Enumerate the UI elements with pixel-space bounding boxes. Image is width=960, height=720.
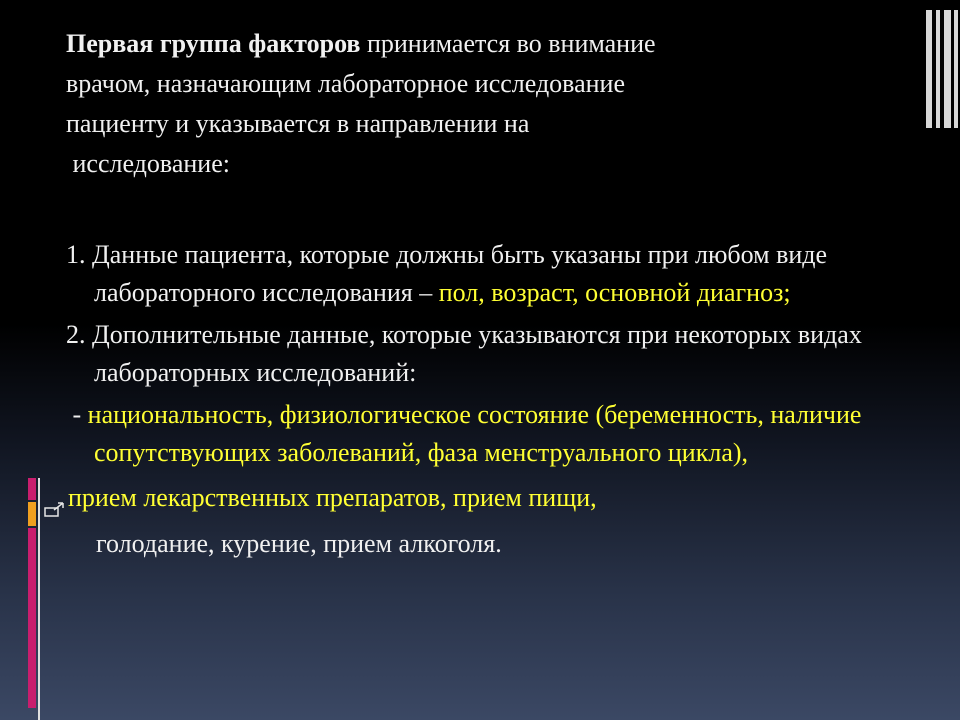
- item1-text: 1. Данные пациента, которые должны быть указаны при любом виде лабораторного исследования –: [66, 240, 828, 307]
- sub2-line-2: голодание, курение, прием алкоголя.: [96, 529, 502, 558]
- item1-highlight: пол, возраст, основной диагноз;: [438, 278, 791, 307]
- spacer: [66, 184, 926, 224]
- intro-line-1: [66, 24, 926, 64]
- left-divider-line: [38, 478, 40, 720]
- left-decoration: [0, 0, 40, 720]
- pink-segment-top: [28, 478, 36, 500]
- intro-rest: принимается во внимание: [360, 29, 656, 58]
- pink-segment-bottom: [28, 528, 36, 708]
- sub1-prefix: -: [66, 400, 88, 429]
- deco-bar-1: [926, 10, 932, 128]
- list-item-2: [66, 316, 926, 392]
- slide-content: [66, 24, 926, 564]
- deco-bar-3: [944, 10, 951, 128]
- intro-line-4: исследование:: [66, 149, 230, 178]
- intro-line-3: пациенту и указывается в направлении на: [66, 109, 530, 138]
- bullet-arrow-icon: [44, 491, 66, 509]
- sub-item-1: [66, 396, 926, 472]
- right-decoration: [924, 0, 960, 720]
- item2-text: 2. Дополнительные данные, которые указываются при некоторых видах лабораторных исследований:: [66, 320, 862, 387]
- sub1-highlight: национальность, физиологическое состояние (беременность, наличие сопутствующих заболеваний, фаза менструального цикла),: [87, 400, 862, 467]
- deco-bar-2: [936, 10, 940, 128]
- intro-bold: Первая группа факторов: [66, 29, 361, 58]
- sub-item-2: [44, 478, 926, 518]
- intro-line-2: врачом, назначающим лабораторное исследование: [66, 69, 626, 98]
- sub2-highlight: прием лекарственных препаратов, прием пищи,: [68, 483, 597, 512]
- deco-bar-4: [954, 10, 958, 128]
- list-item-1: [66, 236, 926, 312]
- orange-segment: [28, 502, 36, 526]
